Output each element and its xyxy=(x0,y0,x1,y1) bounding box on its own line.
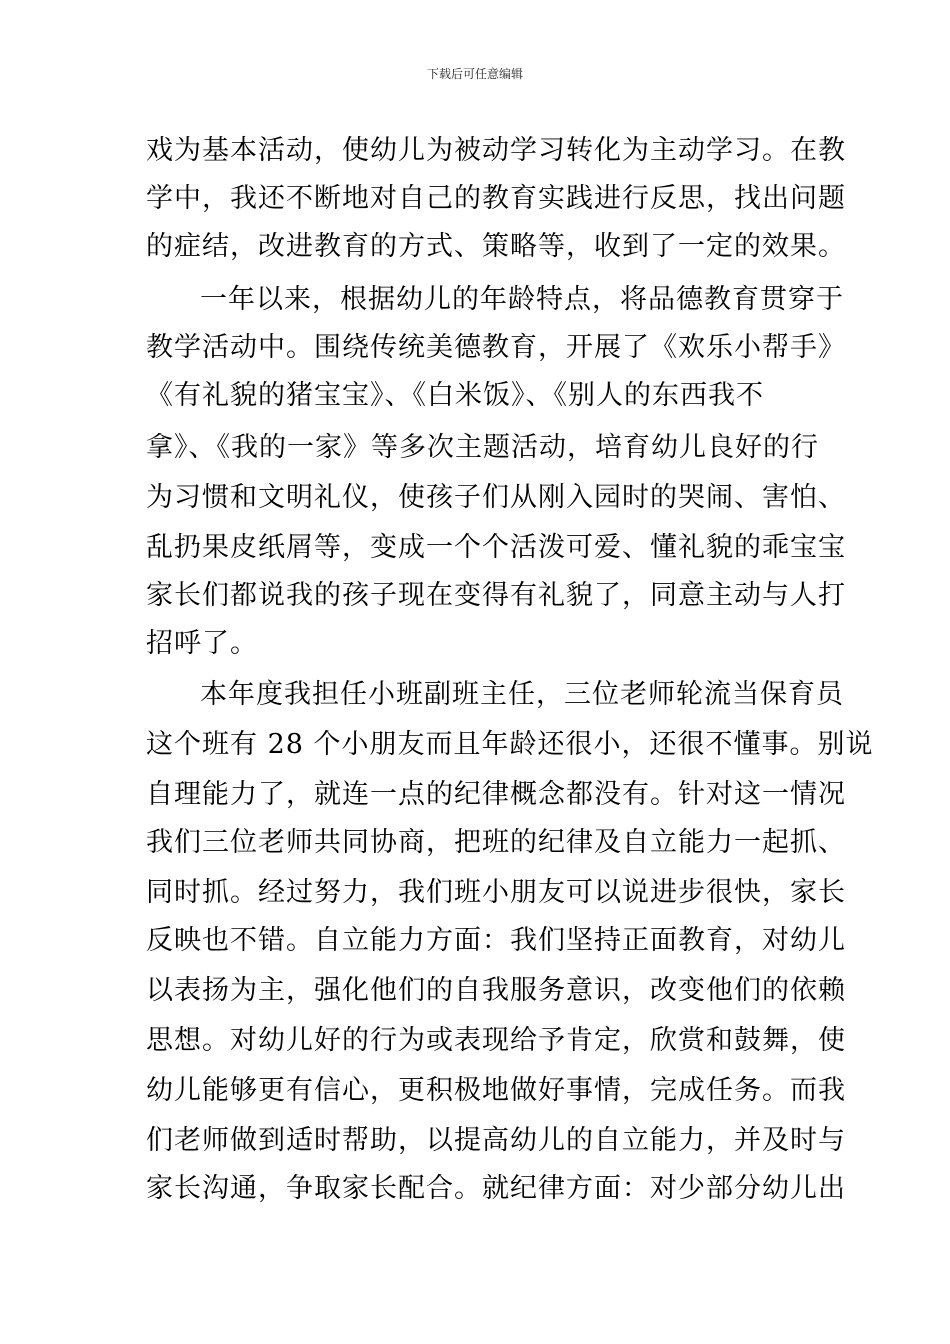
paragraph-first-line: 一年以来，根据幼儿的年龄特点，将品德教育贯穿于 xyxy=(200,284,844,315)
text-line: 为习惯和文明礼仪，使孩子们从刚入园时的哭闹、害怕、 xyxy=(146,482,846,513)
text-line: 思想。对幼儿好的行为或表现给予肯定，欣赏和鼓舞，使 xyxy=(146,1025,846,1056)
text-line: 教学活动中。围绕传统美德教育，开展了《欢乐小帮手》 xyxy=(146,332,846,363)
text-line: 拿》、《我的一家》等多次主题活动，培育幼儿良好的行 xyxy=(146,432,819,463)
text-line: 的症结，改进教育的方式、策略等，收到了一定的效果。 xyxy=(146,231,846,262)
text-line: 反映也不错。自立能力方面：我们坚持正面教育，对幼儿 xyxy=(146,925,846,956)
text-line: 自理能力了，就连一点的纪律概念都没有。针对这一情况 xyxy=(146,779,846,810)
text-line: 《有礼貌的猪宝宝》、《白米饭》、《别人的东西我不 xyxy=(146,380,764,411)
text-line: 幼儿能够更有信心，更积极地做好事情，完成任务。而我 xyxy=(146,1075,846,1106)
text-line: 我们三位老师共同协商，把班的纪律及自立能力一起抓、 xyxy=(146,827,846,858)
text-line: 学中，我还不断地对自己的教育实践进行反思，找出问题 xyxy=(146,183,846,214)
paragraph-first-line: 本年度我担任小班副班主任，三位老师轮流当保育员 xyxy=(200,679,844,710)
text-line: 家长们都说我的孩子现在变得有礼貌了，同意主动与人打 xyxy=(146,580,846,611)
text-line: 以表扬为主，强化他们的自我服务意识，改变他们的依赖 xyxy=(146,975,846,1006)
text-line: 戏为基本活动，使幼儿为被动学习转化为主动学习。在教 xyxy=(146,135,846,166)
text-line: 们老师做到适时帮助，以提高幼儿的自立能力，并及时与 xyxy=(146,1125,846,1156)
text-line: 乱扔果皮纸屑等，变成一个个活泼可爱、懂礼貌的乖宝宝 xyxy=(146,532,846,563)
text-line: 同时抓。经过努力，我们班小朋友可以说进步很快，家长 xyxy=(146,877,846,908)
text-line: 招呼了。 xyxy=(146,628,258,659)
text-line: 这个班有 28 个小朋友而且年龄还很小，还很不懂事。别说 xyxy=(146,729,874,760)
text-line: 家长沟通，争取家长配合。就纪律方面：对少部分幼儿出 xyxy=(146,1173,846,1204)
page-header: 下载后可任意编辑 xyxy=(426,67,523,81)
